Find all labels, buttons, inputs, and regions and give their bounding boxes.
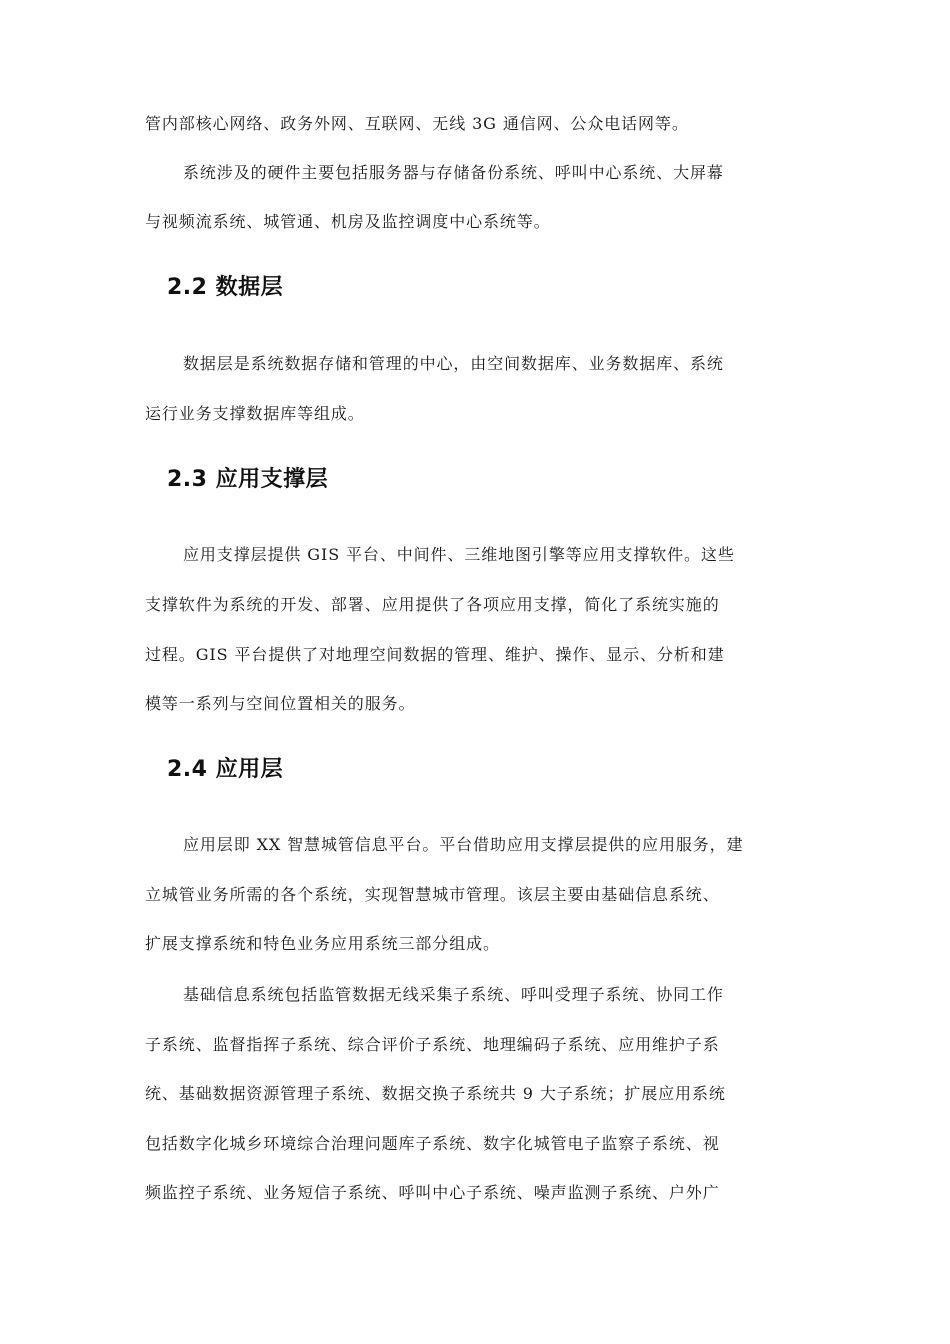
- paragraph-line: 支撑软件为系统的开发、部署、应用提供了各项应用支撑，简化了系统实施的: [145, 595, 720, 614]
- paragraph-line: 基础信息系统包括监管数据无线采集子系统、呼叫受理子系统、协同工作: [183, 985, 724, 1004]
- section-heading: 2.4 应用层: [167, 757, 284, 782]
- paragraph-line: 包括数字化城乡环境综合治理问题库子系统、数字化城管电子监察子系统、视: [145, 1134, 720, 1153]
- paragraph-line: 模等一系列与空间位置相关的服务。: [145, 694, 416, 713]
- paragraph-line: 系统涉及的硬件主要包括服务器与存储备份系统、呼叫中心系统、大屏幕: [183, 163, 724, 182]
- paragraph-line: 运行业务支撑数据库等组成。: [145, 404, 365, 423]
- section-heading: 2.3 应用支撑层: [167, 467, 329, 492]
- paragraph-line: 立城管业务所需的各个系统，实现智慧城市管理。该层主要由基础信息系统、: [145, 885, 720, 904]
- paragraph-line: 应用层即 XX 智慧城管信息平台。平台借助应用支撑层提供的应用服务，建: [183, 835, 744, 854]
- paragraph-line: 与视频流系统、城管通、机房及监控调度中心系统等。: [145, 212, 551, 231]
- paragraph-line: 频监控子系统、业务短信子系统、呼叫中心子系统、噪声监测子系统、户外广: [145, 1183, 720, 1202]
- paragraph-line: 数据层是系统数据存储和管理的中心，由空间数据库、业务数据库、系统: [183, 354, 724, 373]
- paragraph-line: 管内部核心网络、政务外网、互联网、无线 3G 通信网、公众电话网等。: [145, 114, 689, 133]
- paragraph-line: 过程。GIS 平台提供了对地理空间数据的管理、维护、操作、显示、分析和建: [145, 645, 725, 664]
- paragraph-line: 扩展支撑系统和特色业务应用系统三部分组成。: [145, 934, 500, 953]
- paragraph-line: 子系统、监督指挥子系统、综合评价子系统、地理编码子系统、应用维护子系: [145, 1035, 720, 1054]
- paragraph-line: 统、基础数据资源管理子系统、数据交换子系统共 9 大子系统；扩展应用系统: [145, 1084, 726, 1103]
- paragraph-line: 应用支撑层提供 GIS 平台、中间件、三维地图引擎等应用支撑软件。这些: [183, 545, 735, 564]
- section-heading: 2.2 数据层: [167, 275, 284, 300]
